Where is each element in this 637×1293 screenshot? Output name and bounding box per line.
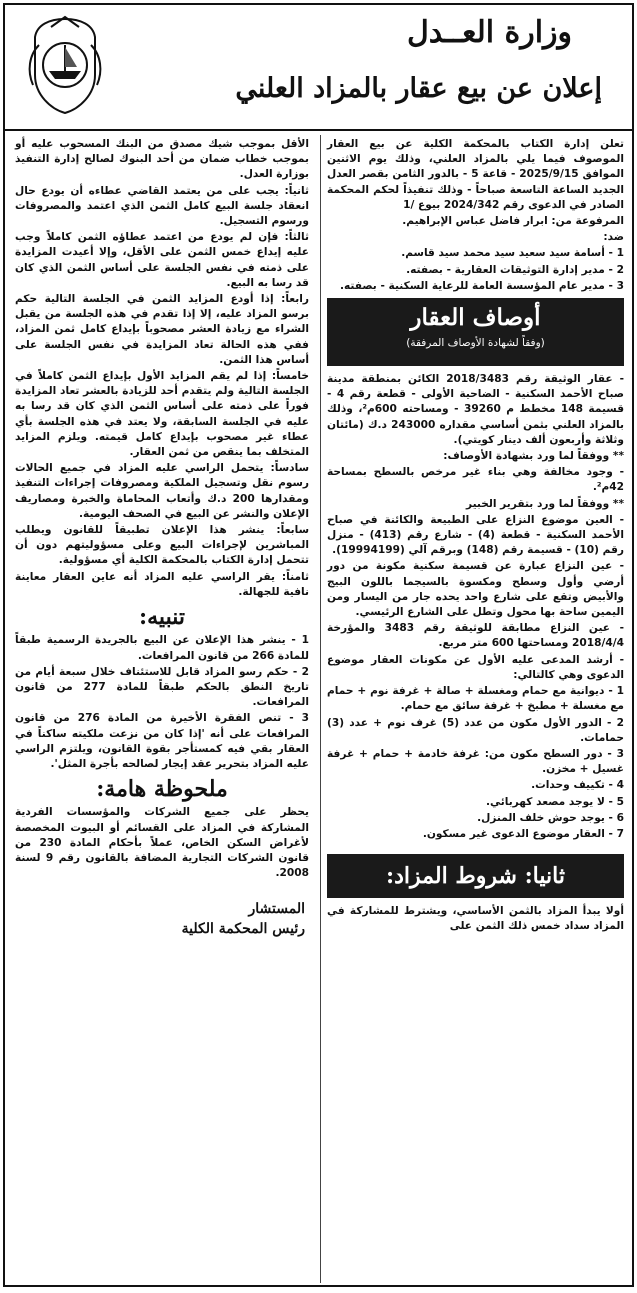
subheading-expert: ** ووفقاً لما ورد بتقرير الخبير <box>466 497 624 510</box>
component-3: 3 - دور السطح مكون من: غرفة خادمة + حمام + غرفة غسيل + مخزن. <box>327 747 624 776</box>
component-5: 5 - لا يوجد مصعد كهربائي. <box>486 795 624 808</box>
property-deed: - عقار الوثيقة رقم 2018/3483 الكائن بمنطقة مدينة صباح الأحمد السكنية - الضاحية الأولى - قطعة رقم 4 - قسيمة 148 مخطط م 39260 - ومساحته 600م²، وذلك بالمزاد العلني بثمن أساسي مقداره 243000 د.ك (مائتان وثلاثة وأربعون ألف دينار كويتي). <box>327 373 625 446</box>
plaintiff: المرفوعة من: ابرار فاضل عباس الإبراهيم. <box>402 215 624 228</box>
header <box>5 5 632 131</box>
defendant-1: 1 - أسامة سيد سعيد سيد محمد سيد قاسم. <box>401 247 624 260</box>
components-intro: - أرشد المدعى عليه الأول عن مكونات العقار موضوع الدعوى وهي كالتالي: <box>327 653 624 681</box>
right-column <box>327 137 624 936</box>
notice-heading: تنبيه: <box>139 604 185 631</box>
signature-title: المستشار <box>248 901 305 918</box>
ministry-title: وزارة العــدل <box>406 15 572 50</box>
condition-para: الأقل بموجب شيك مصدق من البنك المسحوب عليه أو بموجب خطاب ضمان من أحد البنوك لصالح إدارة التنفيذ بوزارة العدل. <box>15 138 309 181</box>
defendant-2: 2 - مدير إدارة التوثيقات العقارية - بصفته. <box>406 263 624 276</box>
condition-para: ثانياً: يجب على من يعتمد القاضي عطاءه أن يودع حال انعقاد جلسة البيع كامل الثمن الذي اعتمد والمصروفات ورسوم التسجيل. <box>15 184 309 228</box>
condition-para: ثامناً: يقر الراسي عليه المزاد أنه عاين العقار معاينة نافية للجهالة. <box>15 570 309 598</box>
defendant-3: 3 - مدير عام المؤسسة العامة للرعاية السكنية - بصفته. <box>339 279 624 292</box>
announcement-title: إعلان عن بيع عقار بالمزاد العلني <box>235 73 602 104</box>
newspaper-notice <box>3 3 634 1287</box>
component-1: 1 - ديوانية مع حمام ومغسلة + صالة + غرفة نوم + حمام مع مغسلة + مطبخ + غرفة سائق مع حمام. <box>327 685 624 713</box>
intro-text: تعلن إدارة الكتاب بالمحكمة الكلية عن بيع العقار الموصوف فيما يلي بالمزاد العلني، وذلك يوم الاثنين الموافق 2025/9/15 - قاعة 5 - بالدور الثامن بقصر العدل الجديد الساعة التاسعة صباحاً - وذلك تنفيذاً لحكم المحكمة الصادر في الدعوى رقم 2024/342 بيوع /1 <box>327 138 624 211</box>
notice-item: 1 - ينشر هذا الإعلان عن البيع بالجريدة الرسمية طبقاً للمادة 266 من قانون المرافعات. <box>15 634 309 662</box>
violation-text: - وجود مخالفة وهي بناء غير مرخص بالسطح بمساحة 42م². <box>327 466 624 494</box>
condition-para: ثالثاً: فإن لم يودع من اعتمد عطاؤه الثمن كاملاً وجب عليه إيداع خمس الثمن على الأقل، وإلا أعيدت المزايدة على ذمته في نفس الجلسة على أساس الثمن الذي كان قد رسا به البيع. <box>15 231 309 289</box>
against-label: ضد: <box>603 231 624 244</box>
expert-match: - عين النزاع مطابقة للوثيقة رقم 3483 والمؤرخة 2018/4/4 ومساحتها 600 متر مربع. <box>327 622 624 650</box>
subheading-certificate: ** ووفقاً لما ورد بشهادة الأوصاف: <box>443 450 624 463</box>
signature-block <box>15 899 309 939</box>
condition-first: أولا يبدأ المزاد بالثمن الأساسي، ويشترط للمشاركة في المزاد سداد خمس ذلك الثمن على <box>327 905 624 933</box>
component-4: 4 - تكييف وحدات. <box>531 779 624 792</box>
expert-structure: - عين النزاع عبارة عن قسيمة سكنية مكونة من دور أرضي وأول وسطح ومكسوة بالسيجما باللون البيج والأبيض وتقع على شارع واحد يحده جار من اليسار ومن اليمين ساحة بها محول وتطل على الشارع الرئيسي. <box>327 560 624 619</box>
component-7: 7 - العقار موضوع الدعوى غير مسكون. <box>422 827 624 840</box>
state-emblem-icon <box>19 15 111 115</box>
left-column <box>15 137 309 939</box>
notice-item: 2 - حكم رسو المزاد قابل للاستئناف خلال سبعة أيام من تاريخ النطق بالحكم طبقاً للمادة 277 من قانون المرافعات. <box>15 665 309 709</box>
important-note-heading: ملحوظة هامة: <box>96 776 228 803</box>
component-2: 2 - الدور الأول مكون من عدد (5) غرف نوم + عدد (3) حمامات. <box>327 716 624 744</box>
condition-para: سابعاً: ينشر هذا الإعلان تطبيقاً للقانون ويطلب المباشرين لإجراءات البيع وعلى مسؤوليتهم دون أن تتحمل إدارة الكتاب بالمحكمة الكلية أي مسؤولية. <box>15 524 309 567</box>
condition-para: رابعاً: إذا أودع المزايد الثمن في الجلسة التالية حكم برسو المزاد عليه، إلا إذا تقدم في هذه الجلسة من يقبل الشراء مع زيادة العشر مصحوباً بإيداع كامل ثمن المزاد، ففي هذه الحالة تعاد المزايدة في نفس الجلسة على أساس هذا الثمن. <box>15 293 309 366</box>
expert-location: - العين موضوع النزاع على الطبيعة والكائنة في صباح الأحمد السكنية - قطعة (4) - شارع رقم (413) - منزل رقم (10) - قسيمة رقم (148) وبرقم آلي (19994199). <box>327 513 625 557</box>
description-subtitle: (وفقاً لشهادة الأوصاف المرفقة) <box>406 337 545 350</box>
condition-para: سادساً: يتحمل الراسي عليه المزاد في جميع الحالات رسوم نقل وتسجيل الملكية ومصروفات إجراءات التنفيذ ومقدارها 200 د.ك وأتعاب المحاماة والخبرة ومصاريف الإعلان والنشر عن البيع في الصحف اليومية. <box>15 462 309 520</box>
column-divider <box>320 135 321 1283</box>
component-6: 6 - يوجد حوش خلف المنزل. <box>477 811 624 824</box>
signature-position: رئيس المحكمة الكلية <box>181 921 305 938</box>
auction-conditions-banner: ثانيا: شروط المزاد: <box>327 854 624 898</box>
description-title: أوصاف العقار <box>410 304 541 332</box>
property-description-banner <box>327 298 624 366</box>
important-note-text: يحظر على جميع الشركات والمؤسسات الفردية المشاركة في المزاد على القسائم أو البيوت المخصصة لأغراض السكن الخاص، عملاً بأحكام المادة 230 من قانون الشركات التجارية المضافة بالقانون رقم 9 لسنة 2008. <box>15 806 310 880</box>
notice-item: 3 - تنص الفقرة الأخيرة من المادة 276 من قانون المرافعات على أنه 'إذا كان من نزعت ملكيته ساكناً في العقار بقي فيه كمستأجر بقوة القانون، ويلتزم الراسي عليه المزاد بتحرير عقد إيجار لصالحه بأجرة المثل'. <box>15 712 310 770</box>
condition-para: خامساً: إذا لم يقم المزايد الأول بإيداع الثمن كاملاً في الجلسة التالية ولم يتقدم أحد للزيادة بالعشر تعاد المزايدة فوراً على ذمته على أساس الثمن الذي كان قد رسا به عليه في الجلسة السابقة، ولا يعتد في هذه الجلسة بأي عطاء غير مصحوب بإيداع كامل قيمته. ويلزم المزايد المتخلف بما ينقص من ثمن العقار. <box>15 370 309 459</box>
